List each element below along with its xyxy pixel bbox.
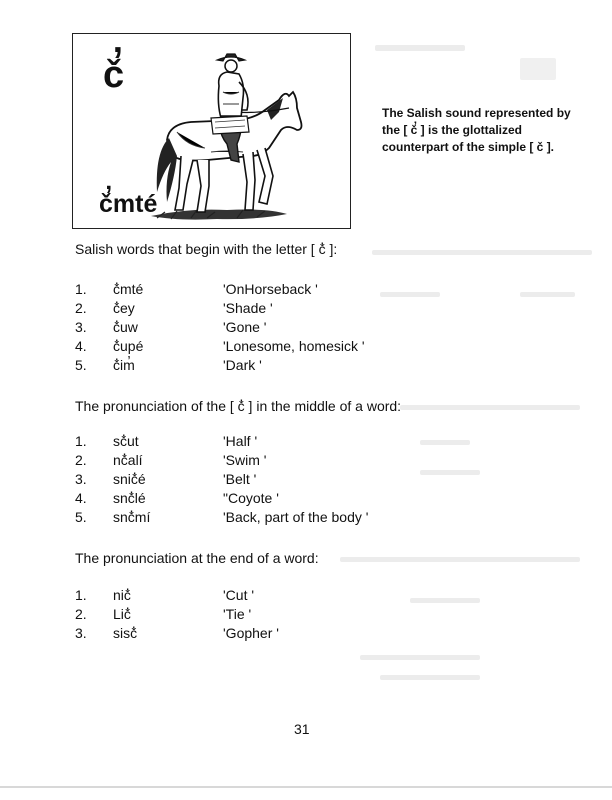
salish-word: nč̓alí	[113, 452, 143, 468]
english-gloss: 'Dark '	[223, 357, 262, 373]
card-note: The Salish sound represented by the [ č̓ ] is the glottalized counterpart of the simple [ č ].	[382, 106, 571, 154]
english-gloss: 'Swim '	[223, 452, 267, 468]
item-number: 4.	[75, 338, 87, 354]
item-number: 5.	[75, 357, 87, 373]
english-gloss: 'Tie '	[223, 606, 252, 622]
page-edge-divider	[0, 786, 612, 788]
item-number: 3.	[75, 625, 87, 641]
salish-word: sč̓ut	[113, 433, 139, 449]
item-number: 1.	[75, 281, 87, 297]
english-gloss: 'Lonesome, homesick '	[223, 338, 365, 354]
salish-word: č̓mté	[113, 281, 144, 297]
item-number: 4.	[75, 490, 87, 506]
english-gloss: 'Half '	[223, 433, 258, 449]
item-number: 2.	[75, 452, 87, 468]
salish-word: snč̓lé	[113, 490, 146, 506]
salish-word: snč̓mí	[113, 509, 151, 525]
item-number: 3.	[75, 471, 87, 487]
english-gloss: 'Gone '	[223, 319, 267, 335]
item-number: 1.	[75, 587, 87, 603]
item-number: 1.	[75, 433, 87, 449]
item-number: 2.	[75, 300, 87, 316]
section-heading-middle: The pronunciation of the [ č̓ ] in the middle of a word:	[75, 398, 402, 414]
salish-word: nič̓	[113, 587, 131, 603]
english-gloss: 'Belt '	[223, 471, 257, 487]
item-number: 5.	[75, 509, 87, 525]
card-word: č̓mté	[99, 190, 158, 218]
item-number: 3.	[75, 319, 87, 335]
salish-word: Lič̓	[113, 606, 131, 622]
salish-word: č̓upé	[113, 338, 144, 354]
salish-word: č̓ey	[113, 300, 135, 316]
section-heading-initial: Salish words that begin with the letter [ č̓ ]:	[75, 241, 338, 257]
item-number: 2.	[75, 606, 87, 622]
salish-word: č̓im̓	[113, 357, 135, 373]
english-gloss: 'Cut '	[223, 587, 255, 603]
english-gloss: 'Shade '	[223, 300, 273, 316]
card-letter: č̓	[103, 54, 125, 96]
salish-word: č̓uw	[113, 319, 138, 335]
horse-and-rider-illustration	[147, 52, 307, 224]
english-gloss: 'Back, part of the body '	[223, 509, 369, 525]
page-number: 31	[294, 721, 310, 737]
section-heading-end: The pronunciation at the end of a word:	[75, 550, 319, 566]
letter-card	[72, 33, 351, 229]
english-gloss: "Coyote '	[223, 490, 279, 506]
salish-word: snič̓é	[113, 471, 146, 487]
english-gloss: 'OnHorseback '	[223, 281, 318, 297]
english-gloss: 'Gopher '	[223, 625, 279, 641]
salish-word: sisč̓	[113, 625, 138, 641]
